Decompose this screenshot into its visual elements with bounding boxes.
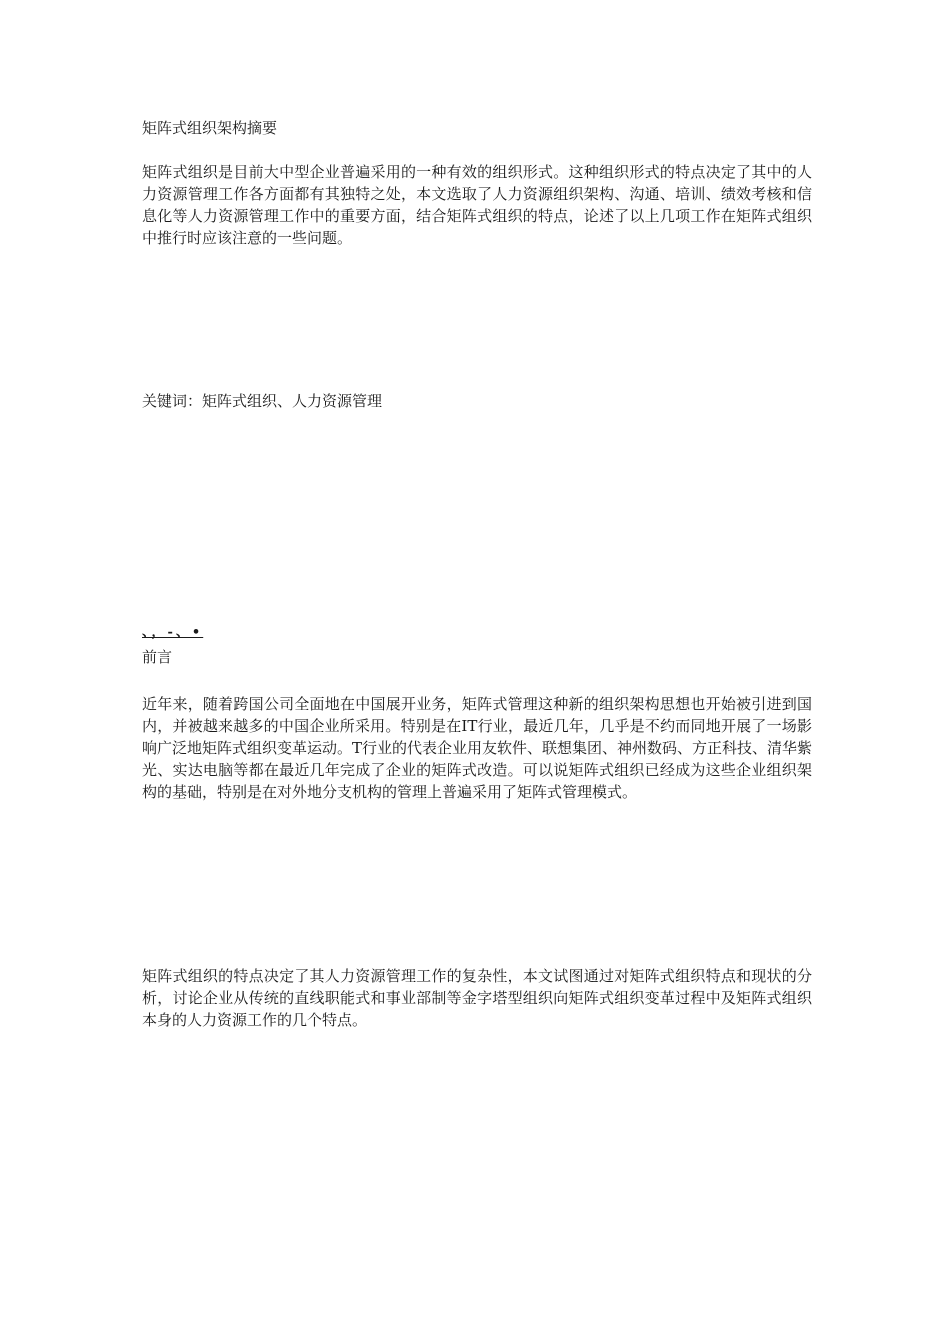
section-title: 前言 bbox=[142, 648, 173, 666]
abstract-title: 矩阵式组织架构摘要 bbox=[142, 119, 278, 137]
section-number: 、，-、• bbox=[142, 625, 204, 640]
intro-paragraph: 近年来，随着跨国公司全面地在中国展开业务，矩阵式管理这种新的组织架构思想也开始被引进到国内，并被越来越多的中国企业所采用。特别是在IT行业，最近几年，几乎是不约而同地开展了一场影响广泛地矩阵式组织变革运动。T行业的代表企业用友软件、联想集团、神州数码、方正科技、清华紫光、实达电脑等都在最近几年完成了企业的矩阵式改造。可以说矩阵式组织已经成为这些企业组织架构的基础，特别是在对外地分支机构的管理上普遍采用了矩阵式管理模式。 bbox=[142, 695, 813, 801]
abstract-body: 矩阵式组织是目前大中型企业普遍采用的一种有效的组织形式。这种组织形式的特点决定了其中的人力资源管理工作各方面都有其独特之处，本文选取了人力资源组织架构、沟通、培训、绩效考核和信息化等人力资源管理工作中的重要方面，结合矩阵式组织的特点，论述了以上几项工作在矩阵式组织中推行时应该注意的一些问题。 bbox=[142, 163, 812, 247]
intro-paragraph: 矩阵式组织的特点决定了其人力资源管理工作的复杂性，本文试图通过对矩阵式组织特点和现状的分析，讨论企业从传统的直线职能式和事业部制等金字塔型组织向矩阵式组织变革过程中及矩阵式组织本身的人力资源工作的几个特点。 bbox=[142, 967, 812, 1029]
keywords-line: 关键词：矩阵式组织、人力资源管理 bbox=[142, 392, 383, 410]
